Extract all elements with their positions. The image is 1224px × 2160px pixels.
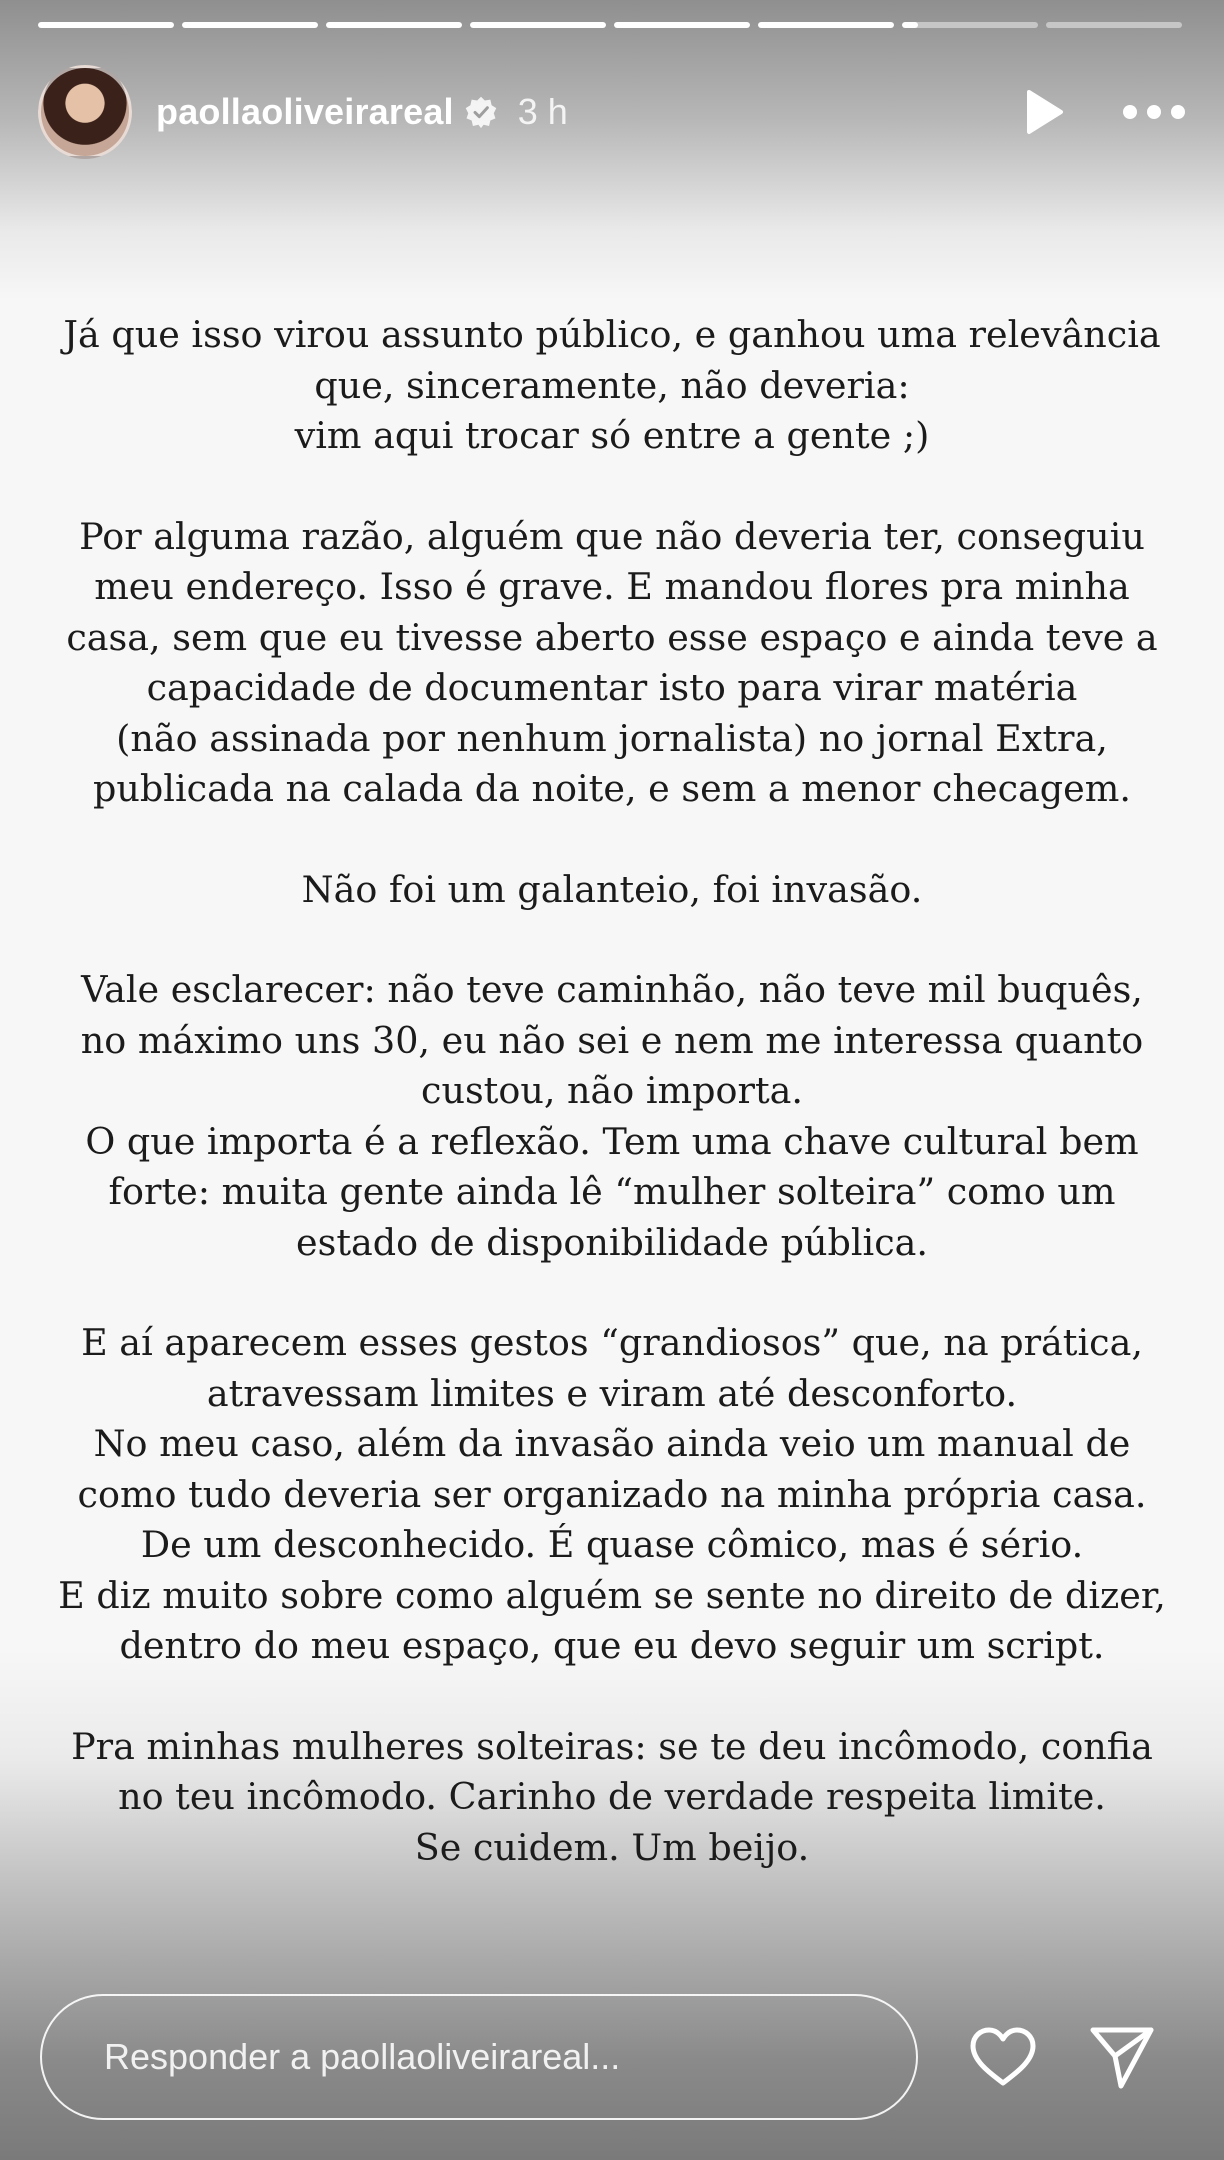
story-text-line: (não assinada por nenhum jornalista) no jornal Extra, [116, 716, 1108, 760]
more-options-button[interactable] [1122, 88, 1186, 136]
progress-segment-fill [182, 22, 318, 28]
story-paragraph [50, 1722, 1174, 1874]
play-icon [1024, 89, 1064, 135]
story-paragraph [50, 1318, 1174, 1672]
progress-segment-fill [758, 22, 894, 28]
progress-segment [326, 22, 462, 28]
story-text-line: Já que isso virou assunto público, e ganhou uma relevância [63, 313, 1161, 356]
story-text [50, 310, 1174, 1923]
story-text-line: dentro do meu espaço, que eu devo seguir um script. [119, 1624, 1105, 1667]
story-paragraph [50, 512, 1174, 815]
story-text-line: atravessam limites e viram até desconforto. [206, 1371, 1018, 1415]
story-text-line: Por alguma razão, alguém que não deveria ter, conseguiu [79, 514, 1145, 558]
progress-segment [182, 22, 318, 28]
progress-segment [1046, 22, 1182, 28]
story-paragraph [50, 865, 1174, 916]
more-horizontal-icon [1122, 104, 1186, 120]
story-text-line: Vale esclarecer: não teve caminhão, não teve mil buquês, [81, 968, 1143, 1011]
progress-segment-fill [470, 22, 606, 28]
post-time: 3 h [517, 91, 568, 132]
progress-segment-fill [326, 22, 462, 28]
story-text-line: como tudo deveria ser organizado na minha própria casa. [77, 1472, 1147, 1516]
heart-icon[interactable] [968, 2026, 1038, 2088]
progress-segment-fill [614, 22, 750, 28]
progress-segment [902, 22, 1038, 28]
play-button[interactable] [1020, 88, 1068, 136]
reply-field[interactable] [40, 1994, 918, 2120]
story-text-line: no máximo uns 30, eu não sei e nem me interessa quanto [80, 1018, 1144, 1062]
story-text-line: capacidade de documentar isto para virar matéria [146, 666, 1078, 709]
avatar[interactable] [38, 65, 132, 159]
story-text-line: que, sinceramente, não deveria: [314, 363, 910, 407]
progress-segment [38, 22, 174, 28]
story-text-line: casa, sem que eu tivesse aberto esse espaço e ainda teve a [66, 615, 1158, 659]
progress-segment-fill [902, 22, 918, 28]
story-text-line: forte: muita gente ainda lê “mulher solteira” como um [108, 1170, 1116, 1213]
story-text-line: De um desconhecido. É quase cômico, mas é sério. [140, 1523, 1084, 1566]
story-progress-bar [38, 22, 1182, 28]
progress-segment [758, 22, 894, 28]
story-text-line: O que importa é a reflexão. Tem uma chave cultural bem [85, 1119, 1139, 1163]
send-icon[interactable] [1087, 2022, 1157, 2092]
progress-segment [470, 22, 606, 28]
story-text-line: E aí aparecem esses gestos “grandiosos” que, na prática, [81, 1321, 1143, 1364]
reply-input[interactable] [102, 2035, 866, 2079]
story-paragraph [50, 310, 1174, 462]
story-text-line: meu endereço. Isso é grave. E mandou flores pra minha [94, 565, 1130, 608]
verified-badge-icon [464, 95, 498, 129]
progress-segment [614, 22, 750, 28]
story-text-line: E diz muito sobre como alguém se sente no direito de dizer, [58, 1573, 1166, 1617]
story-text-line: Não foi um galanteio, foi invasão. [301, 867, 923, 911]
story-text-line: custou, não importa. [421, 1069, 803, 1112]
story-text-line: vim aqui trocar só entre a gente ;) [294, 414, 930, 457]
story-header [38, 62, 1186, 162]
story-text-line: estado de disponibilidade pública. [295, 1220, 929, 1264]
story-text-line: Se cuidem. Um beijo. [414, 1825, 810, 1869]
story-text-line: publicada na calada da noite, e sem a menor checagem. [93, 767, 1131, 810]
story-text-line: no teu incômodo. Carinho de verdade respeita limite. [118, 1775, 1106, 1818]
progress-segment-fill [38, 22, 174, 28]
username[interactable]: paollaoliveirareal [156, 91, 454, 132]
story-text-line: Pra minhas mulheres solteiras: se te deu incômodo, confia [71, 1724, 1153, 1768]
story-text-line: No meu caso, além da invasão ainda veio um manual de [93, 1422, 1131, 1465]
story-paragraph [50, 965, 1174, 1268]
